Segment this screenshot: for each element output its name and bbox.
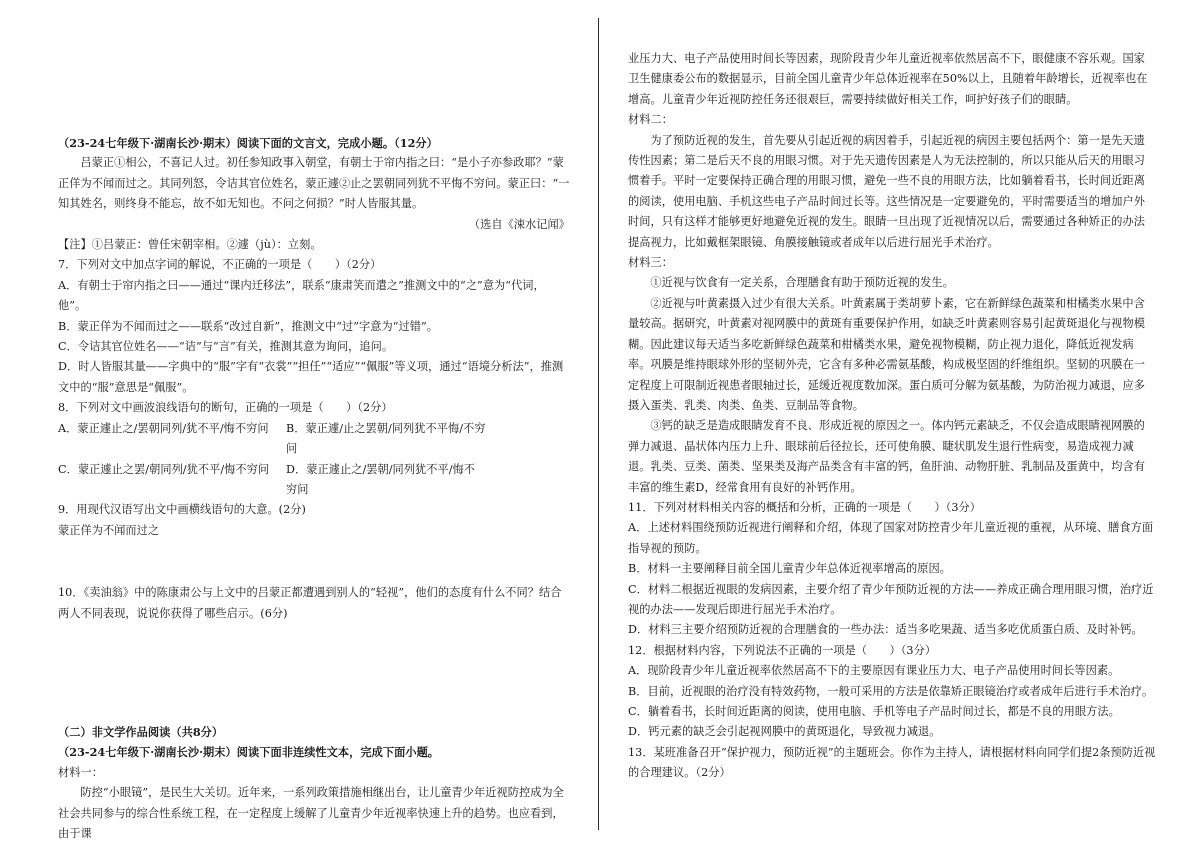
- question-11-option-a: A．上述材料围绕预防近视进行阐释和介绍，体现了国家对防控青少年儿童近视的重视，从环境、膳食方面指导视的预防。: [628, 521, 1154, 555]
- left-column: [0, 0, 598, 849]
- material-2-text: 为了预防近视的发生，首先要从引起近视的病因着手，引起近视的病因主要包括两个：第一是先天遗传性因素；第二是后天不良的用眼习惯。对于先天遗传因素是人为无法控制的，所以只能从后天的用眼习惯着手。平时一定要保持正确合理的用眼习惯，避免一些不良的用眼方法，比如躺着看书，长时间近距离的阅读，使用电脑、手机这些电子产品时间过长等。这些情况是一定要避免的，平时需要适当的增加户外时间，只有这样才能够更好地避免近视的发生。眼睛一旦出现了近视情况以后，需要通过各种矫正的办法提高视力，比如戴框架眼镜、角膜接触镜或者成年以后进行屈光手术治疗。: [628, 133, 1145, 249]
- material-1-label: 材料一：: [58, 765, 103, 779]
- question-8-option-c: C．蒙正遽止之罢/朝同列/犹不平/悔不穷问: [58, 462, 270, 476]
- question-7-option-c: C．令诘其官位姓名——“诘”与“言”有关，推测其意为询问，追问。: [58, 340, 394, 354]
- section-two-header: （二）非文学作品阅读（共8分）: [58, 724, 224, 739]
- question-7-option-b: B．蒙正佯为不闻而过之——联系“改过自新”，推测文中“过”字意为“过错”。: [58, 319, 439, 333]
- classical-section-header: （23-24七年级下·湖南长沙·期末）阅读下面的文言文，完成小题。（12分）: [58, 136, 438, 150]
- question-8-option-d: D．蒙正遽止之/罢朝/同列犹不平/悔不穷问: [286, 462, 476, 496]
- question-7-option-d: D．时人皆服其量——字典中的“服”字有“衣裳”“担任”“适应”“佩服”等义项，通过“语境分析法”，推测文中的“服”意思是“佩服”。: [58, 360, 564, 394]
- question-7-option-a: A．有朝士于帘内指之曰——通过“课内迁移法”，联系“康肃笑而遣之”推测文中的“之”意为“代词，他”。: [58, 278, 545, 313]
- question-9-sentence: 蒙正佯为不闻而过之: [58, 523, 160, 537]
- material-3-paragraph-3: ③钙的缺乏是造成眼睛发育不良、形成近视的原因之一。体内钙元素缺乏，不仅会造成眼睛视网膜的弹力减退、晶状体内压力上升、眼球前后径拉长，还可使角膜、睫状肌发生退行性病变，易造成视力减退。乳类、豆类、菌类、坚果类及海产品类含有丰富的钙，鱼肝油、动物肝脏、乳制品及蛋黄中，均含有丰富的维生素D，经常食用有良好的补钙作用。: [628, 419, 1145, 494]
- answer-space-10: [58, 624, 570, 722]
- question-9: 9．用现代汉语写出文中画横线语句的大意。(2分): [58, 503, 306, 517]
- classical-passage: 吕蒙正①相公，不喜记人过。初任参知政事入朝堂，有朝士于帘内指之曰：“是小子亦参政耶？”蒙正佯为不闻而过之。其同列怒，令诘其官位姓名，蒙正遽②止之罢朝同列犹不平悔不穷问。蒙正曰：“一知其姓名，则终身不能忘，故不如无知也。不问之何损？”时人皆服其量。: [58, 156, 570, 211]
- answer-space-9: [58, 541, 570, 583]
- question-10: 10．《卖油翁》中的陈康肃公与上文中的吕蒙正都遭遇到别人的“轻视”，他们的态度有什么不同？结合两人不同表现，说说你获得了哪些启示。(6分): [58, 586, 562, 620]
- question-12-option-a: A．现阶段青少年儿童近视率依然居高不下的主要原因有课业压力大、电子产品使用时间长等因素。: [628, 664, 1120, 678]
- material-2-label: 材料二：: [628, 113, 673, 127]
- question-8-options-row-2: [58, 460, 570, 501]
- material-3-paragraph-2: ②近视与叶黄素摄入过少有很大关系。叶黄素属于类胡萝卜素，它在新鲜绿色蔬菜和柑橘类水果中含量较高。据研究，叶黄素对视网膜中的黄斑有重要保护作用，如缺乏叶黄素则容易引起黄斑退化与视物模糊。因此建议每天适当多吃新鲜绿色蔬菜和柑橘类水果，避免视物模糊，防止视力退化，降低近视发病率。巩膜是维持眼球外形的坚韧外壳，它含有多种必需氨基酸，构成极坚固的纤维组织。坚韧的巩膜在一定程度上可限制近视患者眼轴过长，延缓近视度数加深。蛋白质可分解为氨基酸，为防治视力减退，应多摄入蛋类、乳类、肉类、鱼类、豆制品等食物。: [628, 296, 1145, 412]
- material-3-paragraph-1: ①近视与饮食有一定关系，合理膳食有助于预防近视的发生。: [650, 276, 954, 290]
- question-8: 8．下列对文中画波浪线语句的断句，正确的一项是（ ）（2分）: [58, 401, 393, 415]
- question-11-option-b: B．材料一主要阐释目前全国儿童青少年总体近视率增高的原因。: [628, 562, 951, 576]
- material-3-label: 材料三：: [628, 256, 673, 270]
- question-13: 13．某班准备召开“保护视力，预防近视”的主题班会。你作为主持人，请根据材料向同学们提2条预防近视的合理建议。（2分）: [628, 745, 1156, 780]
- question-11-option-d: D．材料三主要介绍预防近视的合理膳食的一些办法：适当多吃果蔬、适当多吃优质蛋白质、及时补钙。: [628, 623, 1143, 637]
- question-12-option-b: B．目前，近视眼的治疗没有特效药物，一般可采用的方法是依靠矫正眼镜治疗或者成年后进行手术治疗。: [628, 684, 1154, 698]
- classical-source: （选自《涑水记闻》: [468, 217, 570, 231]
- question-11-option-c: C．材料二根据近视眼的发病因素，主要介绍了青少年预防近视的方法——养成正确合理用眼习惯，治疗近视的办法——发现后即进行屈光手术治疗。: [628, 582, 1154, 616]
- question-8-option-a: A．蒙正遽止之/罢朝同列/犹不平/悔不穷问: [58, 421, 269, 435]
- question-12-option-c: C．躺着看书，长时间近距离的阅读，使用电脑、手机等电子产品时间过长，都是不良的用眼方法。: [628, 705, 1120, 718]
- question-12: 12．根据材料内容，下列说法不正确的一项是（ ）（3分）: [628, 643, 937, 657]
- section-two-subheader: （23-24七年级下·湖南长沙·期末）阅读下面非连续性文本，完成下面小题。: [58, 745, 440, 760]
- question-8-option-b: B．蒙正遽/止之罢朝/同列犹不平悔/不穷问: [286, 421, 486, 456]
- question-8-options-row-1: [58, 419, 570, 460]
- material-1-text: 防控“小眼镜”，是民生大关切。近年来，一系列政策措施相继出台，让儿童青少年近视防控成为全社会共同参与的综合性系统工程，在一定程度上缓解了儿童青少年近视率快速上升的趋势。也应看到，由于课: [58, 786, 564, 840]
- right-column: [602, 0, 1200, 849]
- material-1-continued: 业压力大、电子产品使用时间长等因素，现阶段青少年儿童近视率依然居高不下，眼健康不容乐观。国家卫生健康委公布的数据显示，目前全国儿童青少年总体近视率在50%以上，且随着年龄增长，近视率也在增高。儿童青少年近视防控任务还很艰巨，需要持续做好相关工作，呵护好孩子们的眼睛。: [628, 52, 1148, 106]
- classical-note: 【注】①吕蒙正：曾任宋朝宰相。②遽（jù）：立刻。: [58, 238, 322, 252]
- question-12-option-d: D．钙元素的缺乏会引起视网膜中的黄斑退化，导致视力减退。: [628, 725, 941, 739]
- question-7: 7．下列对文中加点字词的解说，不正确的一项是（ ）（2分）: [58, 258, 382, 272]
- question-11: 11．下列对材料相关内容的概括和分析，正确的一项是（ ）（3分）: [628, 500, 982, 514]
- column-divider: [598, 18, 599, 830]
